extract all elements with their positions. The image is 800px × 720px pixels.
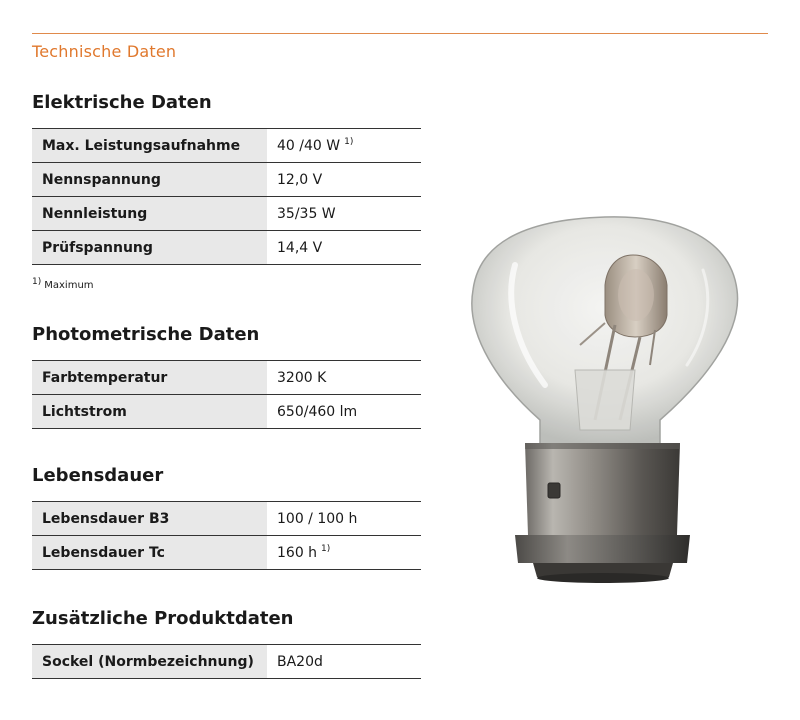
additional-table (32, 644, 421, 679)
table-row (32, 129, 421, 163)
section-lifetime (32, 465, 421, 570)
row-label: Sockel (Normbezeichnung) (32, 645, 267, 679)
row-label: Max. Leistungsaufnahme (32, 129, 267, 163)
row-value: 40 /40 W (277, 138, 341, 154)
row-value: 3200 K (267, 361, 421, 395)
row-label: Lebensdauer B3 (32, 502, 267, 536)
section-title-electrical: Elektrische Daten (32, 92, 212, 113)
row-value: 100 / 100 h (267, 502, 421, 536)
section-additional (32, 608, 421, 679)
row-value-cell (267, 129, 421, 163)
header-divider (32, 33, 768, 34)
lifetime-table (32, 501, 421, 570)
section-title-additional: Zusätzliche Produktdaten (32, 608, 294, 629)
row-value: 35/35 W (267, 197, 421, 231)
row-value: 14,4 V (267, 231, 421, 265)
section-electrical (32, 92, 421, 291)
photometric-table (32, 360, 421, 429)
row-label: Prüfspannung (32, 231, 267, 265)
footnote-ref: 1) (321, 544, 331, 554)
footnote-mark: 1) (32, 277, 42, 287)
row-label: Lebensdauer Tc (32, 536, 267, 570)
electrical-table (32, 128, 421, 265)
row-label: Nennleistung (32, 197, 267, 231)
footnote-text: Maximum (44, 280, 94, 291)
row-label: Lichtstrom (32, 395, 267, 429)
table-row (32, 163, 421, 197)
row-value: 160 h (277, 545, 318, 561)
bulb-product-image (455, 205, 755, 600)
table-row (32, 197, 421, 231)
row-label: Farbtemperatur (32, 361, 267, 395)
section-title-photometric: Photometrische Daten (32, 324, 260, 345)
table-row (32, 231, 421, 265)
row-value: 650/460 lm (267, 395, 421, 429)
page-title: Technische Daten (32, 42, 177, 61)
table-row (32, 395, 421, 429)
table-row (32, 645, 421, 679)
section-photometric (32, 324, 421, 429)
table-row (32, 536, 421, 570)
table-row (32, 502, 421, 536)
footnote-ref: 1) (344, 137, 354, 147)
section-title-lifetime: Lebensdauer (32, 465, 164, 486)
row-value-cell (267, 536, 421, 570)
row-value: 12,0 V (267, 163, 421, 197)
row-label: Nennspannung (32, 163, 267, 197)
table-row (32, 361, 421, 395)
row-value: BA20d (267, 645, 421, 679)
footnote (32, 277, 421, 291)
